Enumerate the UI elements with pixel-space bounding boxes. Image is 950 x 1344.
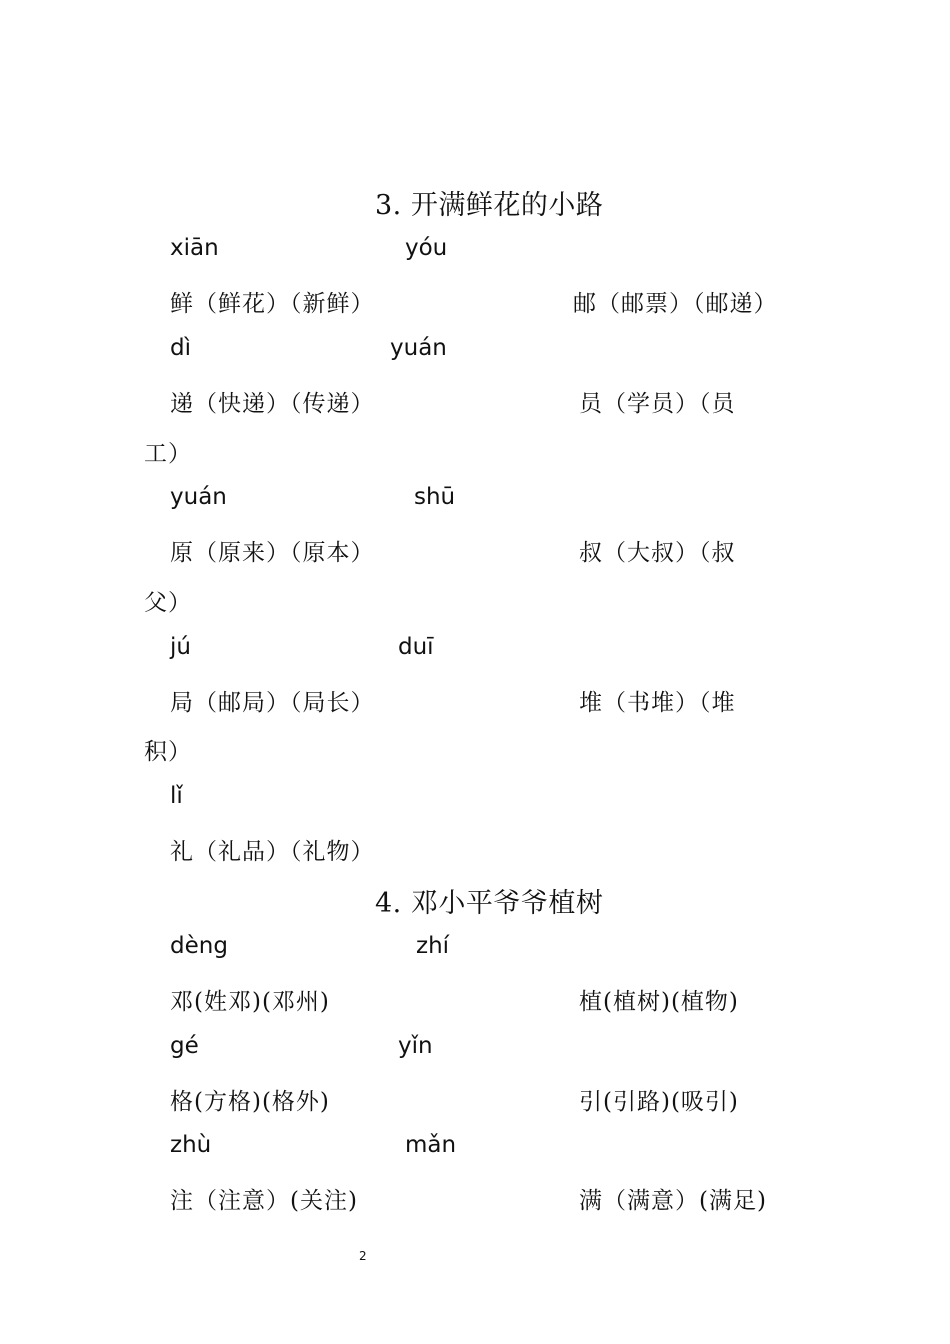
pinyin-label: shū [414, 484, 456, 510]
pinyin-label: yuán [390, 335, 447, 361]
page-number: 2 [359, 1249, 367, 1263]
pinyin-label: dì [170, 335, 191, 361]
word-entry-wrap: 父） [144, 590, 192, 616]
word-entry: 邓(姓邓)(邓州) [170, 989, 330, 1015]
pinyin-label: jú [170, 634, 191, 660]
word-entry: 员（学员）（员 [579, 391, 736, 417]
pinyin-label: zhí [416, 933, 450, 959]
pinyin-label: yóu [405, 235, 448, 261]
word-entry: 礼（礼品）（礼物） [170, 839, 375, 865]
word-entry-wrap: 工） [144, 441, 192, 467]
pinyin-label: zhù [170, 1132, 212, 1158]
pinyin-label: gé [170, 1033, 199, 1059]
pinyin-label: duī [398, 634, 434, 660]
pinyin-label: xiān [170, 235, 219, 261]
pinyin-label: mǎn [405, 1132, 457, 1158]
word-entry: 注（注意）(关注) [170, 1188, 358, 1214]
word-entry: 堆（书堆）（堆 [579, 690, 736, 716]
section-title: 4. 邓小平爷爷植树 [375, 888, 604, 919]
word-entry: 叔（大叔）（叔 [579, 540, 736, 566]
word-entry: 引(引路)(吸引) [579, 1089, 739, 1115]
word-entry-wrap: 积） [144, 739, 192, 765]
word-entry: 鲜（鲜花）（新鲜） [170, 291, 375, 317]
pinyin-label: dèng [170, 933, 228, 959]
word-entry: 满（满意）(满足) [579, 1188, 767, 1214]
word-entry: 邮（邮票）（邮递） [573, 291, 778, 317]
word-entry: 递（快递）（传递） [170, 391, 375, 417]
pinyin-label: yǐn [398, 1033, 433, 1059]
section-title: 3. 开满鲜花的小路 [375, 190, 604, 221]
pinyin-label: yuán [170, 484, 227, 510]
pinyin-label: lǐ [170, 783, 183, 809]
word-entry: 格(方格)(格外) [170, 1089, 330, 1115]
word-entry: 原（原来）（原本） [170, 540, 375, 566]
word-entry: 植(植树)(植物) [579, 989, 739, 1015]
word-entry: 局（邮局）（局长） [170, 690, 375, 716]
